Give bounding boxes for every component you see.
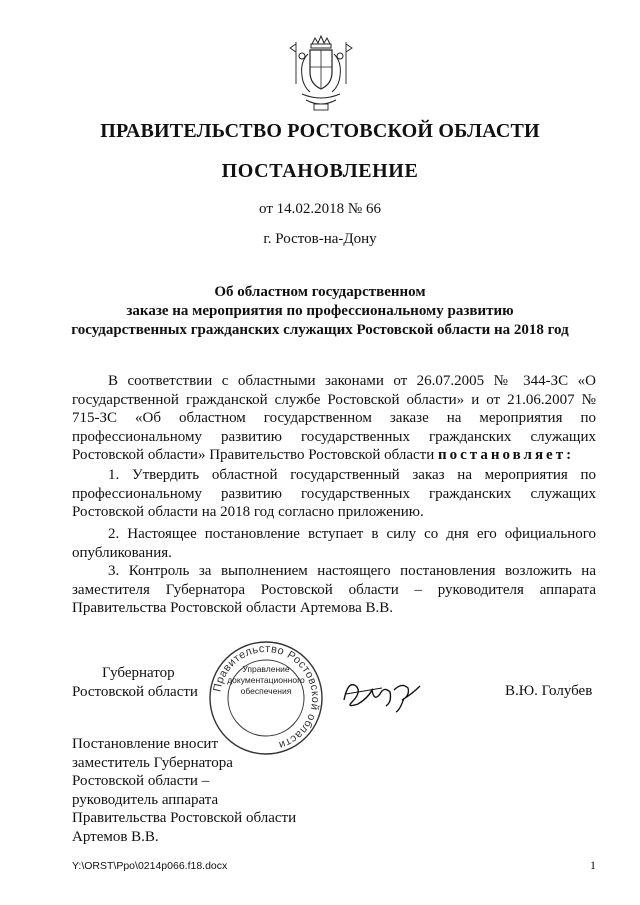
preamble-paragraph — [72, 372, 596, 465]
handwritten-signature — [338, 672, 438, 714]
item-paragraph-3: 3. Контроль за выполнением настоящего постановления возложить на заместителя Губернатора Ростовской области – руководителя аппарата Правительства Ростовской области Артемова В.В. — [72, 563, 596, 616]
item-paragraph-2: 2. Настоящее постановление вступает в силу со дня его официального опубликования. — [72, 526, 596, 561]
stamp-line: документационного — [227, 675, 305, 685]
submitter-line: Постановление вносит — [72, 736, 219, 752]
document-subject — [60, 283, 580, 340]
subject-line: государственных гражданских служащих Ростовской области на 2018 год — [71, 322, 569, 338]
organization-title: ПРАВИТЕЛЬСТВО РОСТОВСКОЙ ОБЛАСТИ — [100, 120, 540, 142]
stamp-line: обеспечения — [240, 686, 292, 696]
position-line: Ростовской области — [72, 684, 198, 700]
item-paragraph-1: 1. Утвердить областной государственный заказ на мероприятия по профессиональному развитию государственных гражданских служащих Ростовской области на 2018 год согласно приложению. — [72, 467, 596, 520]
stamp-center-text — [226, 664, 306, 697]
submitter-line: Ростовской области – — [72, 773, 210, 789]
subject-line: Об областном государственном — [214, 284, 426, 300]
stamp-ring-text: Правительство Ростовской области — [211, 642, 322, 752]
coat-of-arms-icon — [288, 34, 354, 114]
submitter-line: руководитель аппарата — [72, 791, 219, 808]
signatory-name: В.Ю. Голубев — [505, 683, 593, 699]
submitter-line: заместитель Губернатора — [72, 754, 233, 771]
resolves-word: постановляет: — [438, 447, 575, 463]
preamble-text: В соответствии с областными законами от 26.07.2005 № 344-ЗС «О государственной гражданской службе Ростовской области» и от 21.06.2007 № 715-ЗС «Об областном государственном заказе на мероприятия по профессиональному развитию государственных гражданских служащих Ростовской области» Правительство Ростовской области — [72, 373, 596, 463]
signatory-position — [72, 664, 198, 702]
city-line: г. Ростов-на-Дону — [263, 231, 377, 247]
submitter-line: Правительства Ростовской области — [72, 810, 297, 826]
position-line: Губернатор — [102, 665, 175, 681]
stamp-line: Управление — [242, 664, 290, 674]
subject-line: заказе на мероприятия по профессиональному развитию — [126, 303, 514, 319]
document-type-title: ПОСТАНОВЛЕНИЕ — [221, 160, 419, 182]
submitter-block — [72, 735, 296, 846]
file-path-footer: Y:\ORST\Ppo\0214p066.f18.docx — [72, 860, 228, 872]
page-number: 1 — [590, 858, 596, 872]
date-number-line: от 14.02.2018 № 66 — [259, 201, 381, 217]
submitter-line: Артемов В.В. — [72, 828, 159, 845]
